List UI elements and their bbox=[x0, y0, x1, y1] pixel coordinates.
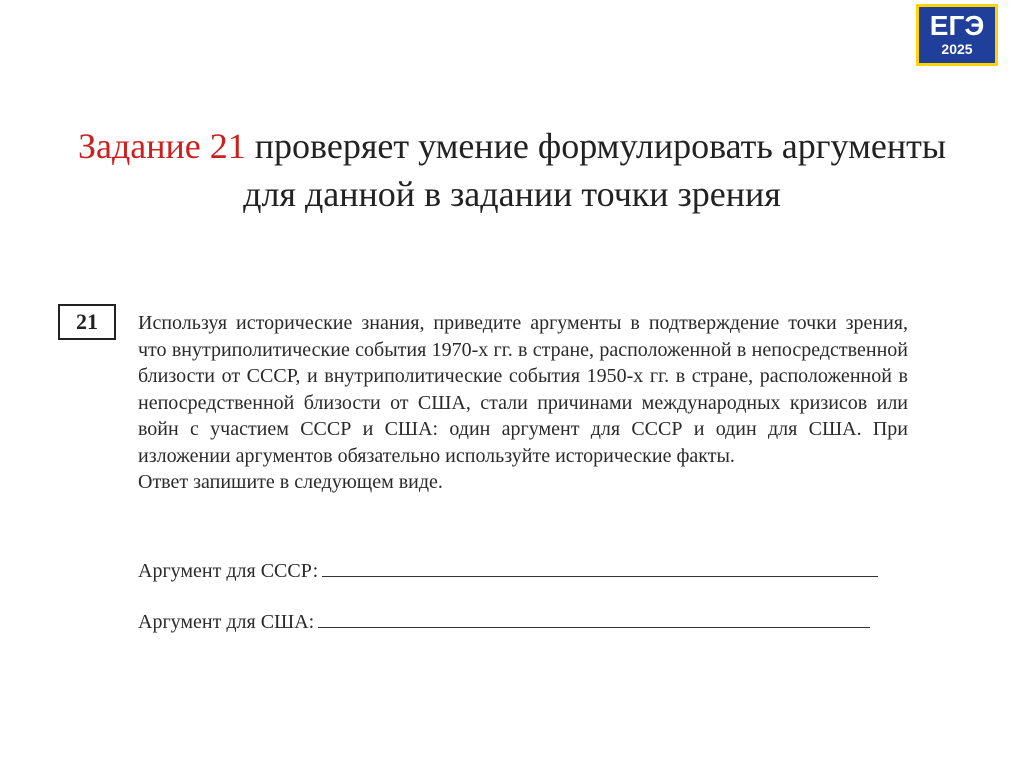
task-number-box: 21 bbox=[58, 304, 116, 340]
argument-usa-blank bbox=[318, 611, 870, 628]
logo-main-text: ЕГЭ bbox=[929, 10, 985, 41]
argument-usa-line bbox=[138, 609, 870, 635]
answer-format-instruction: Ответ запишите в следующем виде. bbox=[138, 471, 443, 493]
argument-ussr-blank bbox=[322, 560, 878, 577]
ege-2025-logo bbox=[916, 4, 998, 66]
argument-usa-label: Аргумент для США: bbox=[138, 611, 315, 633]
argument-ussr-label: Аргумент для СССР: bbox=[138, 560, 319, 582]
title-task-number: Задание 21 bbox=[77, 126, 246, 166]
slide-title bbox=[60, 122, 964, 218]
task-body bbox=[138, 310, 908, 496]
argument-ussr-line bbox=[138, 558, 878, 584]
logo-year-text: 2025 bbox=[941, 41, 973, 57]
task-text: Используя исторические знания, приведите аргументы в подтверждение точки зрения, что внутриполитические события 1970-х гг. в стране, расположенной в непосредственной близости от СССР, и внутриполитические события 1950-х гг. в стране, расположенной в непосредственной близости от США, стали причинами международных кризисов или войн с участием СССР и США: один аргумент для СССР и один для США. При изложении аргументов обязательно используйте исторические факты. bbox=[138, 312, 908, 467]
title-description: проверяет умение формулировать аргументы для данной в задании точки зрения bbox=[243, 126, 947, 214]
